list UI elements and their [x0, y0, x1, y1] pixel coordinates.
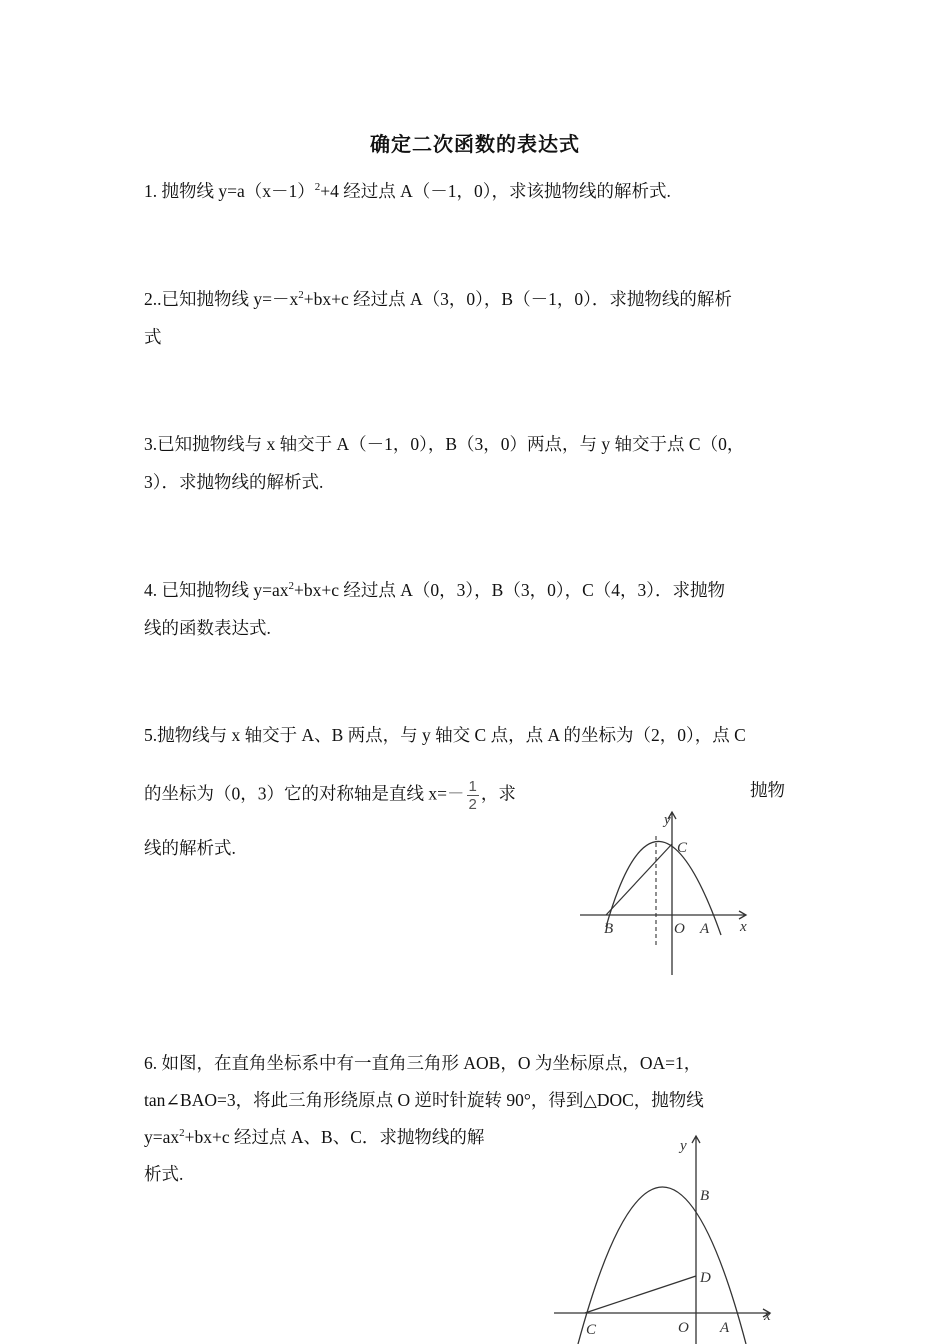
- q6-sup: 2: [179, 1127, 185, 1139]
- question-2: [144, 287, 732, 311]
- q6-text-a: y=ax: [144, 1127, 180, 1147]
- label-d: D: [700, 1270, 711, 1286]
- label-b: B: [700, 1188, 710, 1204]
- question-3-line-2: 3）．求抛物线的解析式.: [144, 472, 324, 492]
- label-o: O: [678, 1320, 689, 1336]
- label-a: A: [720, 1320, 730, 1336]
- question-5: 5.抛物线与 x 轴交于 A、B 两点，与 y 轴交 C 点，点 A 的坐标为（2，0），点 C: [144, 725, 746, 745]
- question-3: 3.已知抛物线与 x 轴交于 A（－1，0），B（3，0）两点，与 y 轴交于点 C（0，: [144, 434, 745, 454]
- q6-text-b: +bx+c 经过点 A、B、C．求抛物线的解: [184, 1127, 485, 1147]
- segment-bc: [606, 844, 672, 915]
- segment-cd: [585, 1276, 696, 1313]
- label-y: y: [680, 1138, 687, 1154]
- label-c: C: [677, 840, 688, 856]
- fraction-one-half: [467, 778, 479, 813]
- q2-sup: 2: [298, 289, 304, 301]
- label-c: C: [586, 1322, 597, 1338]
- figure-parabola-1: [570, 800, 760, 980]
- question-5-line-3: 线的解析式.: [144, 838, 236, 858]
- fraction-numerator: 1: [468, 778, 477, 795]
- label-x: x: [740, 919, 747, 935]
- question-5-line-2-end: 抛物: [750, 780, 785, 800]
- question-6-line-2: tan∠BAO=3，将此三角形绕原点 O 逆时针旋转 90°，得到△DOC，抛物线: [144, 1090, 704, 1110]
- q5-minus: －: [447, 783, 465, 804]
- q1-sup: 2: [314, 181, 321, 193]
- question-6-line-3: [144, 1125, 484, 1149]
- q1-text-b: +4 经过点 A（－1，0），求该抛物线的解析式.: [320, 181, 671, 201]
- q2-text-a: 2..已知抛物线 y=－x: [144, 289, 299, 309]
- figure-parabola-2: [548, 1130, 788, 1344]
- fraction-denominator: 2: [468, 796, 477, 813]
- q5-text-b: ，求: [480, 783, 516, 804]
- label-y: y: [664, 812, 671, 828]
- label-a: A: [700, 921, 710, 937]
- question-6: 6. 如图，在直角坐标系中有一直角三角形 AOB，O 为坐标原点，OA=1，: [144, 1053, 702, 1073]
- label-b: B: [604, 921, 614, 937]
- page-title: 确定二次函数的表达式: [370, 134, 580, 156]
- q4-text-a: 4. 已知抛物线 y=ax: [144, 580, 289, 600]
- question-5-line-2: [144, 778, 516, 813]
- q5-text-a: 的坐标为（0，3）它的对称轴是直线 x=: [144, 783, 447, 804]
- label-o: O: [674, 921, 685, 937]
- q2-text-b: +bx+c 经过点 A（3，0），B（－1，0）．求抛物线的解析: [303, 289, 732, 309]
- question-2-line-2: 式: [144, 327, 162, 347]
- question-4-line-2: 线的函数表达式.: [144, 618, 271, 638]
- q4-text-b: +bx+c 经过点 A（0，3），B（3，0），C（4，3）．求抛物: [294, 580, 726, 600]
- question-6-line-4: 析式.: [144, 1164, 184, 1184]
- q1-text-a: 1. 抛物线 y=a（x－1）: [144, 181, 315, 201]
- label-x: x: [764, 1308, 771, 1324]
- question-4: [144, 578, 725, 602]
- question-1: [144, 179, 671, 203]
- q4-sup: 2: [288, 580, 295, 592]
